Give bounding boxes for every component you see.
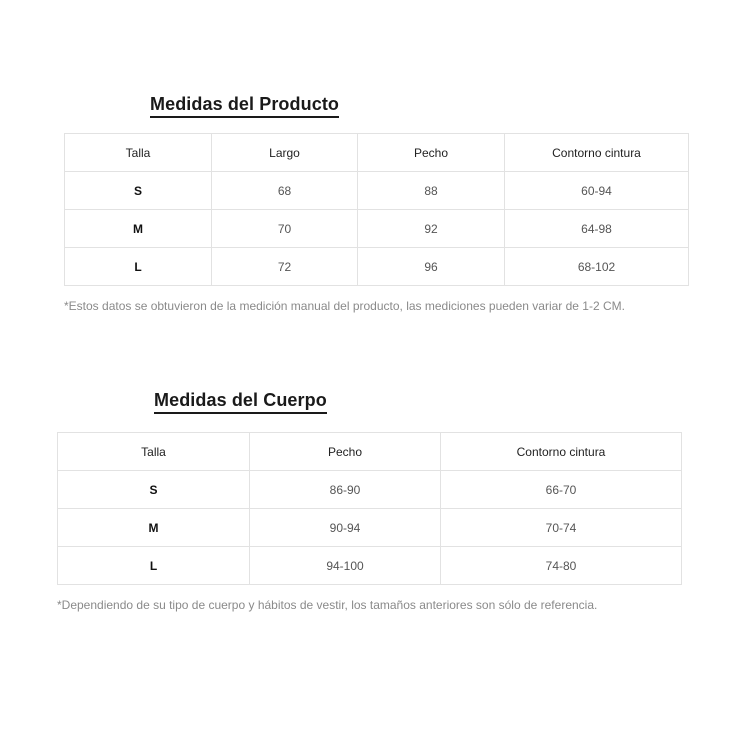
waist-cell: 70-74 [441, 509, 682, 547]
product-measurement-note: *Estos datos se obtuvieron de la medición manual del producto, las mediciones pueden variar de 1-2 CM. [64, 299, 625, 313]
column-header-waist: Contorno cintura [441, 433, 682, 471]
size-cell: S [65, 172, 212, 210]
waist-cell: 64-98 [505, 210, 689, 248]
body-measurements-title: Medidas del Cuerpo [154, 390, 327, 414]
size-cell: M [65, 210, 212, 248]
column-header-chest: Pecho [358, 134, 505, 172]
length-cell: 72 [212, 248, 358, 286]
waist-cell: 66-70 [441, 471, 682, 509]
table-header-row [58, 433, 682, 471]
length-cell: 70 [212, 210, 358, 248]
product-measurements-title: Medidas del Producto [150, 94, 339, 118]
table-row [58, 547, 682, 585]
size-cell: M [58, 509, 250, 547]
table-header-row [65, 134, 689, 172]
chest-cell: 94-100 [250, 547, 441, 585]
table-row [58, 471, 682, 509]
waist-cell: 60-94 [505, 172, 689, 210]
body-measurement-note: *Dependiendo de su tipo de cuerpo y hábitos de vestir, los tamaños anteriores son sólo de referencia. [57, 598, 598, 612]
table-row [65, 210, 689, 248]
column-header-waist: Contorno cintura [505, 134, 689, 172]
table-row [65, 248, 689, 286]
length-cell: 68 [212, 172, 358, 210]
size-cell: L [65, 248, 212, 286]
chest-cell: 88 [358, 172, 505, 210]
table-row [65, 172, 689, 210]
column-header-chest: Pecho [250, 433, 441, 471]
column-header-size: Talla [58, 433, 250, 471]
size-cell: S [58, 471, 250, 509]
chest-cell: 92 [358, 210, 505, 248]
waist-cell: 74-80 [441, 547, 682, 585]
waist-cell: 68-102 [505, 248, 689, 286]
size-cell: L [58, 547, 250, 585]
chest-cell: 90-94 [250, 509, 441, 547]
chest-cell: 86-90 [250, 471, 441, 509]
product-size-table [64, 133, 689, 286]
column-header-size: Talla [65, 134, 212, 172]
body-size-table [57, 432, 682, 585]
column-header-length: Largo [212, 134, 358, 172]
chest-cell: 96 [358, 248, 505, 286]
table-row [58, 509, 682, 547]
